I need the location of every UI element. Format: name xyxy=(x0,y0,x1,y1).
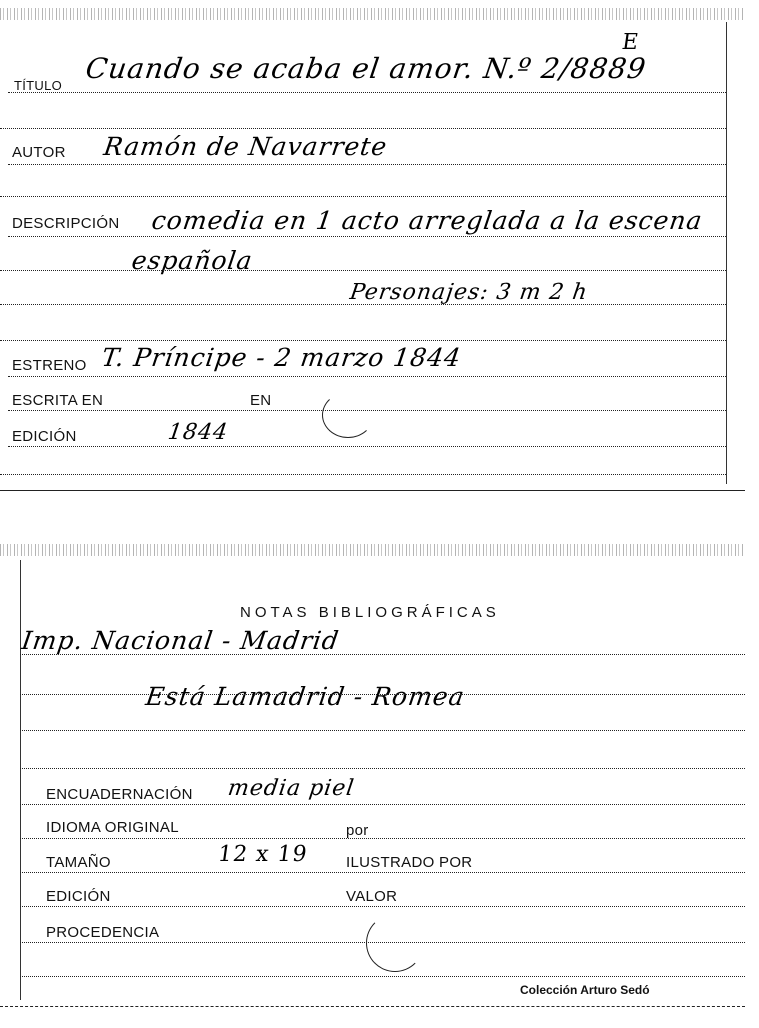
edition-value: 1844 xyxy=(166,420,230,445)
card-right-edge xyxy=(726,22,727,484)
stamp-circle-lower xyxy=(366,914,424,972)
lower-card-left-edge xyxy=(20,560,21,1000)
author-label: AUTOR xyxy=(12,144,66,161)
stamp-circle-upper xyxy=(322,392,374,438)
collection-footer: Colección Arturo Sedó xyxy=(520,983,650,997)
upper-card-bottom-edge xyxy=(0,490,745,491)
written-in-label-2: EN xyxy=(250,392,272,409)
scan-edge-lower xyxy=(0,544,745,556)
note-line-1: Imp. Nacional - Madrid xyxy=(19,626,342,655)
description-continuation: española xyxy=(129,246,255,275)
upper-card xyxy=(0,0,745,490)
illustrated-by-label: ILUSTRADO POR xyxy=(346,854,473,871)
notes-heading: NOTAS BIBLIOGRÁFICAS xyxy=(240,604,500,621)
by-label: por xyxy=(346,822,369,839)
description-value: comedia en 1 acto arreglada a la escena xyxy=(149,206,705,235)
binding-label: ENCUADERNACIÓN xyxy=(46,786,193,803)
written-in-label: ESCRITA EN xyxy=(12,392,104,409)
title-superscript: E xyxy=(620,30,641,55)
author-value: Ramón de Navarrete xyxy=(101,132,390,161)
note-line-2: Está Lamadrid - Romea xyxy=(143,682,467,711)
lower-card xyxy=(0,540,759,1028)
title-label: TÍTULO xyxy=(14,78,63,93)
original-language-label: IDIOMA ORIGINAL xyxy=(46,819,179,836)
value-label: VALOR xyxy=(346,888,398,905)
edition-label: EDICIÓN xyxy=(12,428,77,445)
title-rule xyxy=(8,92,726,93)
premiere-label: ESTRENO xyxy=(12,357,87,374)
scan-edge-top xyxy=(0,8,745,20)
premiere-value: T. Príncipe - 2 marzo 1844 xyxy=(99,343,464,372)
title-value: Cuando se acaba el amor. N.º 2/8889 xyxy=(83,52,649,85)
description-label: DESCRIPCIÓN xyxy=(12,215,120,232)
binding-value: media piel xyxy=(226,776,357,801)
size-label: TAMAÑO xyxy=(46,854,111,871)
size-value: 12 x 19 xyxy=(216,842,310,867)
lower-edition-label: EDICIÓN xyxy=(46,888,111,905)
description-note: Personajes: 3 m 2 h xyxy=(348,280,590,305)
author-rule xyxy=(8,164,726,165)
provenance-label: PROCEDENCIA xyxy=(46,924,160,941)
